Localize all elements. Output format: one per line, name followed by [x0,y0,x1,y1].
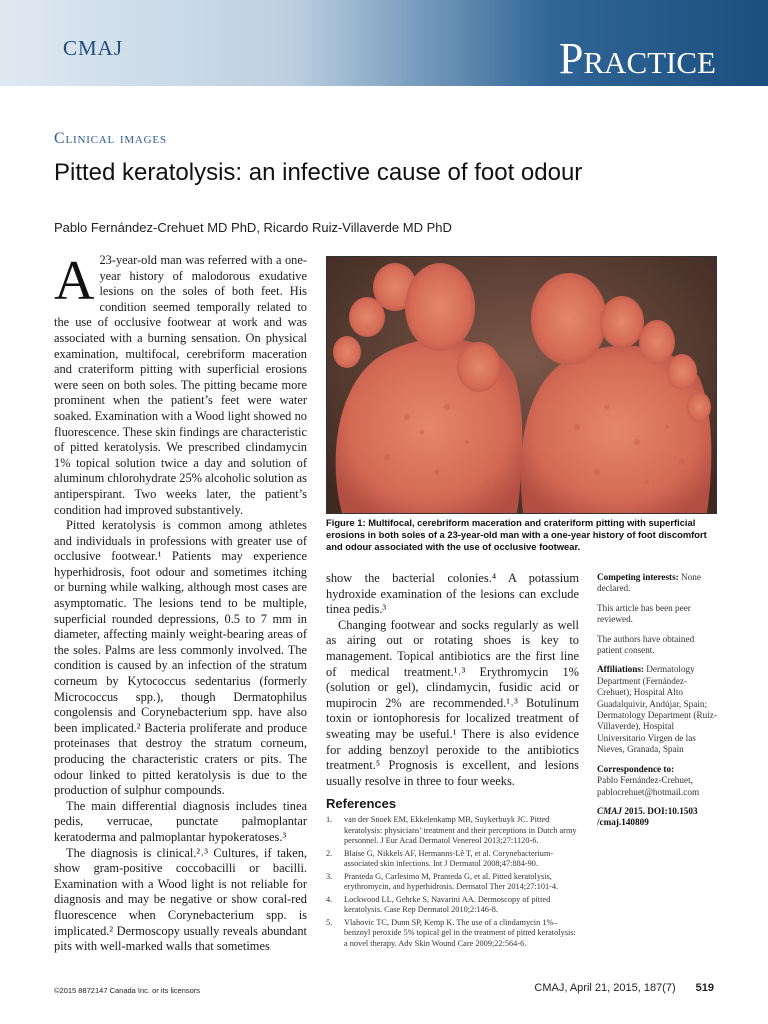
article-title: Pitted keratolysis: an infective cause of foot odour [54,159,583,186]
reference-list [326,815,581,951]
body-column-1 [54,250,307,955]
article-type: Clinical images [54,130,167,147]
affiliations: Affiliations: Dermatology Department (Fernández-Crehuet), Hospital Alto Guadalquivir, Andújar, Spain; Dermatology Department (Ruiz-Villaverde), Hospital Universitario Virgen de las Nieves, Granada, Spain [597,664,717,755]
citation-line: CMAJ, April 21, 2015, 187(7) [534,982,676,994]
paragraph-2: Pitted keratolysis is common among athletes and individuals in professions with greater use of occlusive footwear.¹ Patients may experience hyperhidrosis, foot odour and sometimes itching or burning while walking, although most cases are asymptomatic. The lesions tend to be multiple, superficial rounded depressions, 0.5 to 7 mm in diameter, affecting mainly weight-bearing areas of the soles. Palms are less commonly involved. The condition is caused by an infection of the stratum corneum by Kytococcus sedentarius (formerly Micrococcus spp.), though Dermatophilus congolensis and Corynebacterium spp. have also been implicated.² Bacteria proliferate and produce proteinases that destroy the stratum corneum, producing the characteristic craters or pits. The odour linked to pitted keratolysis is due to the production of sulphur compounds. [54,518,307,798]
body-column-2 [326,571,579,789]
references-heading: References [326,796,397,811]
paragraph-4: The diagnosis is clinical.²˒³ Cultures, if taken, show gram-positive coccobacilli or bacilli. Examination with a Wood light is not reliable for diagnosis and may be negative or show coral-red fluorescence when Corynebacterium spp. is implicated.² Dermoscopy usually reveals abundant pits with well-marked walls that sometimes [54,845,307,954]
reference-item: 4. Lockwood LL, Gehrke S, Navarini AA. Dermoscopy of pitted keratolysis. Case Rep Dermatol 2010;2:146-8. [326,894,551,914]
page-footer [534,982,714,994]
journal-name: CMAJ [63,36,124,60]
author-list: Pablo Fernández-Crehuet MD PhD, Ricardo Ruiz-Villaverde MD PhD [54,220,452,235]
clinical-photo [326,256,717,514]
paragraph-1: A 23-year-old man was referred with a one-year history of malodorous exudative lesions on the soles of both feet. His condition seemed temporally related to the use of occlusive footwear at work and was associated with a burning sensation. On physical examination, multifocal, cerebriform maceration and crateriform pitting with superficial erosions were seen on both soles. The pitting became more prominent when the patient’s feet were water soaked. Examination with a Wood light showed no fluorescence. These skin findings are characteristic of pitted keratolysis. We prescribed clindamycin 1% topical solution twice a day and solution of aluminum chlorohydrate 25% alcoholic solution as antiperspirant. Two weeks later, the patient’s condition had improved substantively. [54,250,307,517]
article-sidebar [597,572,717,837]
page-number: 519 [695,982,714,994]
drop-cap: A [54,250,95,312]
reference-item: 1. van der Snoek EM, Ekkelenkamp MB, Suykerbuyk JC. Pitted keratolysis: physicians’ treatment and their perceptions in Dutch army personnel. J Eur Acad Dermatol Venereol 2013;27:1120-6. [326,815,577,845]
figure-caption: Figure 1: Multifocal, cerebriform maceration and crateriform pitting with superficial erosions in both soles of a 23-year-old man with a one-year history of foot discomfort and odour associated with the use of occlusive footwear. [326,517,707,553]
reference-item: 2. Blaise G, Nikkels AF, Hermanns-Lê T, et al. Corynebacterium-associated skin infections. Int J Dermatol 2008;47:884-90. [326,848,554,868]
feet-soles-illustration [327,257,716,513]
reference-item: 3. Pranteda G, Carlesimo M, Pranteda G, et al. Pitted keratolysis, erythromycin, and hyperhidrosis. Dermatol Ther 2014;27:101-4. [326,871,559,891]
competing-interests: Competing interests: None declared. [597,572,701,594]
doi: CMAJ 2015. DOI:10.1503 /cmaj.140809 [597,805,698,828]
paragraph-6: Changing footwear and socks regularly as well as airing out or rotating shoes is key to management. Topical antibiotics are the first line of medical treatment.¹˒³ Erythromycin 1% (solution or gel), clindamycin, fusidic acid or mupirocin 2% are recommended.¹˒³ Botulinum toxin or iontophoresis for localized treatment of sweating may be useful.¹ There is also evidence for adding benzoyl peroxide to the antibiotics treatment.⁵ Prognosis is excellent, and lesions usually resolve in three to four weeks. [326,617,579,788]
header-banner [0,0,768,86]
correspondence: Correspondence to: Pablo Fernández-Crehuet, pablocrehuet@hotmail.com [597,763,700,797]
peer-review-note: This article has been peer reviewed. [597,602,691,625]
reference-item: 5. Vlahovic TC, Dunn SP, Kemp K. The use of a clindamycin 1%–benzoyl peroxide 5% topical gel in the treatment of pitted keratolysis: a novel therapy. Adv Skin Wound Care 2009;22:564-6. [326,917,576,948]
paragraph-5: show the bacterial colonies.⁴ A potassium hydroxide examination of the lesions can exclude tinea pedis.³ [326,571,579,617]
paragraph-3: The main differential diagnosis includes tinea pedis, verrucae, punctate palmoplantar keratoderma and palmoplantar hypokeratoses.³ [54,798,307,844]
copyright-notice: ©2015 8872147 Canada Inc. or its licensors [54,986,201,995]
consent-note: The authors have obtained patient consent. [597,633,695,656]
section-label: Practice [558,34,716,83]
